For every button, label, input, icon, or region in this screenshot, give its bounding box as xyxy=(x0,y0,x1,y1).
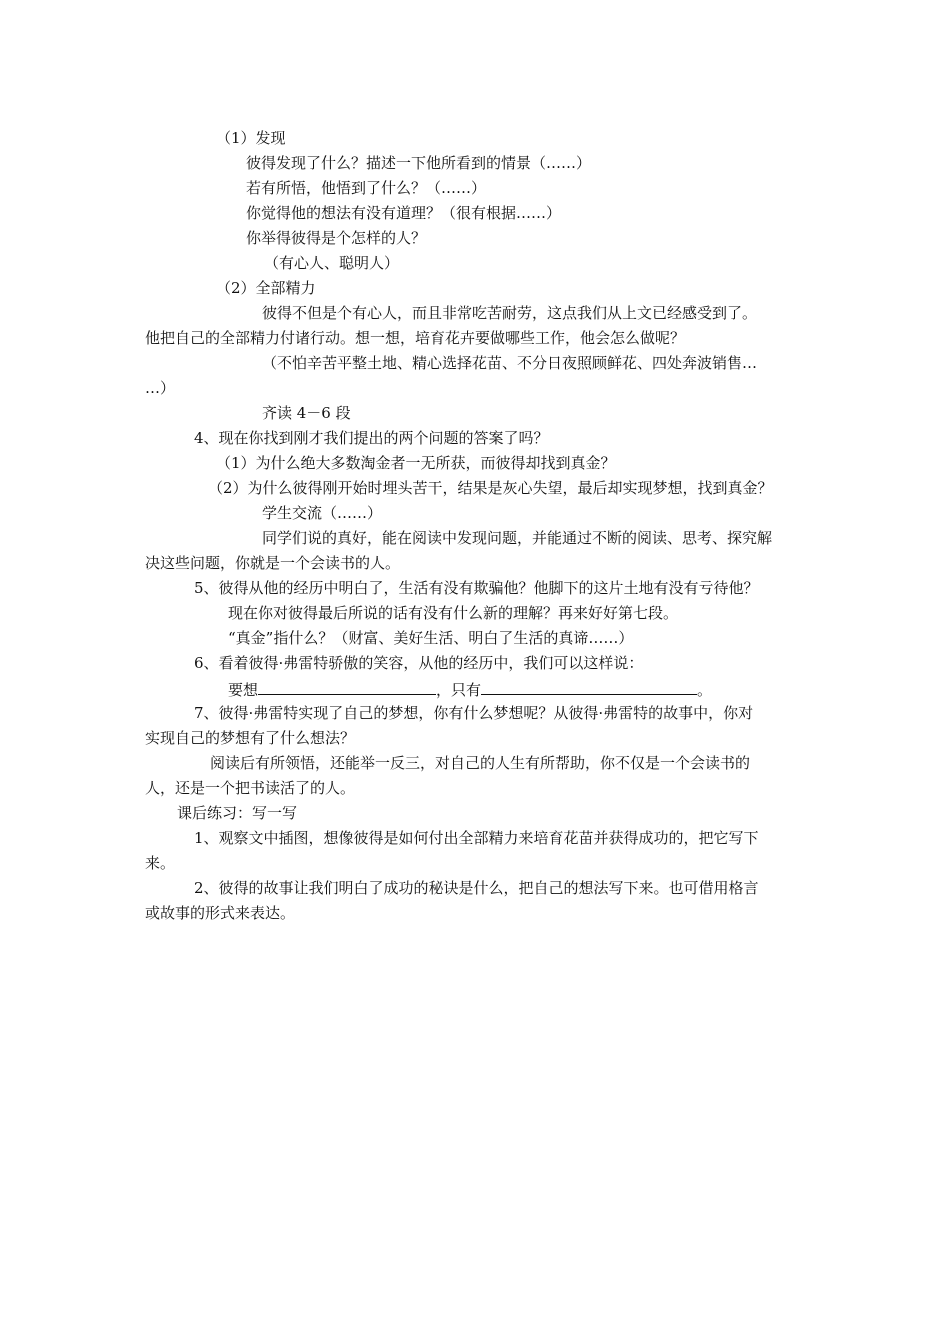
text-line-28: 1、观察文中插图，想像彼得是如何付出全部精力来培育花苗并获得成功的，把它写下 xyxy=(194,829,759,847)
text-line-31: 或故事的形式来表达。 xyxy=(145,904,296,922)
text-line-3: 若有所悟，他悟到了什么？（……） xyxy=(246,179,487,197)
text-line-16: 学生交流（……） xyxy=(262,504,383,522)
text-line-9: 他把自己的全部精力付诸行动。想一想，培育花卉要做哪些工作，他会怎么做呢？ xyxy=(145,329,686,347)
text-line-25: 阅读后有所领悟，还能举一反三，对自己的人生有所帮助，你不仅是一个会读书的 xyxy=(210,754,751,772)
text-line-7: （2）全部精力 xyxy=(216,279,316,297)
text-line-10: （不怕辛苦平整土地、精心选择花苗、不分日夜照顾鲜花、四处奔波销售… xyxy=(262,354,758,372)
fill-blank-2[interactable] xyxy=(481,678,697,695)
text-line-18: 决这些问题，你就是一个会读书的人。 xyxy=(145,554,401,572)
text-line-29: 来。 xyxy=(145,854,176,872)
text-line-27: 课后练习：写一写 xyxy=(177,804,298,822)
text-line-2: 彼得发现了什么？描述一下他所看到的情景（……） xyxy=(246,154,592,172)
text-line-13: 4、现在你找到刚才我们提出的两个问题的答案了吗？ xyxy=(194,429,549,447)
text-line-6: （有心人、聪明人） xyxy=(264,254,400,272)
text-line-23: 7、彼得·弗雷特实现了自己的梦想，你有什么梦想呢？从彼得·弗雷特的故事中，你对 xyxy=(194,704,754,722)
fill-in-sentence xyxy=(228,678,712,700)
text-line-17: 同学们说的真好，能在阅读中发现问题，并能通过不断的阅读、思考、探究解 xyxy=(262,529,773,547)
text-line-19: 5、彼得从他的经历中明白了，生活有没有欺骗他？他脚下的这片土地有没有亏待他？ xyxy=(194,579,759,597)
fill-text-2: ，只有 xyxy=(436,681,482,699)
text-line-30: 2、彼得的故事让我们明白了成功的秘诀是什么，把自己的想法写下来。也可借用格言 xyxy=(194,879,759,897)
text-line-21: “真金”指什么？（财富、美好生活、明白了生活的真谛……） xyxy=(228,629,634,647)
text-line-5: 你举得彼得是个怎样的人？ xyxy=(246,229,427,247)
fill-text-3: 。 xyxy=(697,681,713,699)
text-line-11: …） xyxy=(145,379,176,397)
text-line-4: 你觉得他的想法有没有道理？（很有根据……） xyxy=(246,204,562,222)
text-line-20: 现在你对彼得最后所说的话有没有什么新的理解？再来好好第七段。 xyxy=(228,604,679,622)
text-line-22: 6、看着彼得·弗雷特骄傲的笑容，从他的经历中，我们可以这样说： xyxy=(194,654,644,672)
text-line-15: （2）为什么彼得刚开始时埋头苦干，结果是灰心失望，最后却实现梦想，找到真金？ xyxy=(208,479,773,497)
fill-text-1: 要想 xyxy=(228,681,259,699)
text-line-24: 实现自己的梦想有了什么想法？ xyxy=(145,729,356,747)
fill-blank-1[interactable] xyxy=(258,678,436,695)
text-line-26: 人，还是一个把书读活了的人。 xyxy=(145,779,356,797)
text-line-8: 彼得不但是个有心人，而且非常吃苦耐劳，这点我们从上文已经感受到了。 xyxy=(262,304,758,322)
text-line-14: （1）为什么绝大多数淘金者一无所获，而彼得却找到真金？ xyxy=(216,454,616,472)
text-line-12: 齐读 4－6 段 xyxy=(262,404,351,422)
text-line-1: （1）发现 xyxy=(216,129,286,147)
